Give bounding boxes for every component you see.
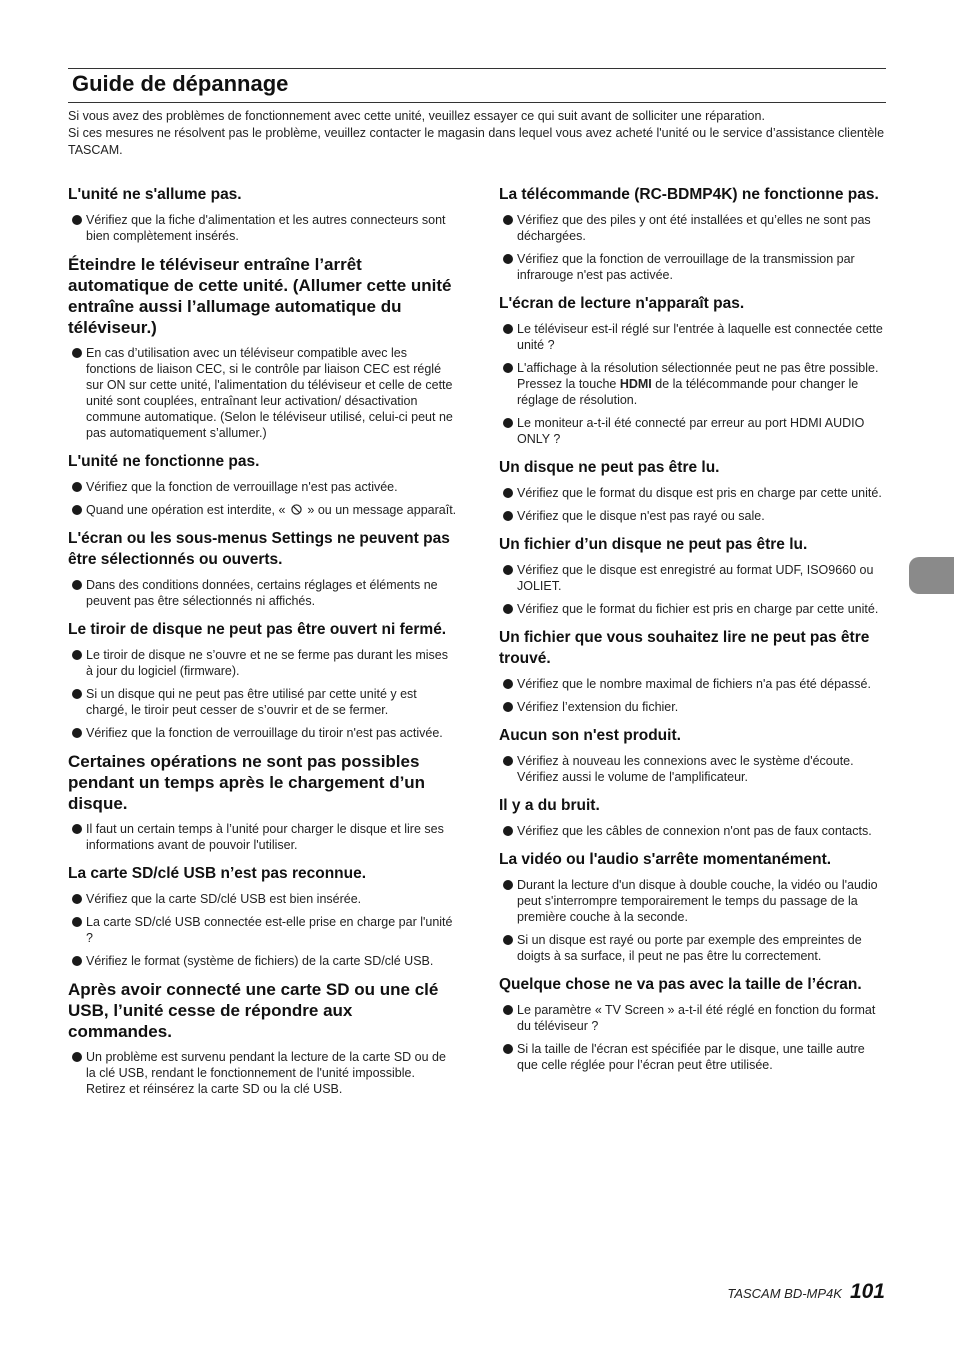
bullet-icon [503, 363, 513, 373]
bullet-list [499, 753, 889, 785]
section-file-not-found [499, 627, 889, 715]
section-heading: Un disque ne peut pas être lu. [499, 459, 720, 476]
bullet-list [68, 647, 458, 741]
bullet-icon [72, 728, 82, 738]
item-text: La carte SD/clé USB connectée est-elle prise en charge par l'unité ? [86, 915, 453, 945]
list-item [499, 251, 889, 283]
list-item [499, 415, 889, 447]
page-title: Guide de dépannage [72, 71, 289, 96]
section-heading: La vidéo ou l'audio s'arrête momentanément. [499, 851, 832, 868]
bullet-list [499, 676, 889, 715]
intro-line-1: Si vous avez des problèmes de fonctionnement avec cette unité, veuillez essayer ce qui suit avant de solliciter une réparation. [68, 109, 765, 123]
list-item [68, 345, 458, 441]
section-no-playback-screen [499, 293, 889, 447]
section-heading: Un fichier que vous souhaitez lire ne peut pas être trouvé. [499, 629, 870, 667]
item-text: Vérifiez à nouveau les connexions avec le système d'écoute. Vérifiez aussi le volume de l'amplificateur. [517, 754, 854, 784]
list-item [499, 823, 889, 839]
list-item [499, 212, 889, 244]
item-text: Vérifiez que les câbles de connexion n'ont pas de faux contacts. [517, 824, 872, 838]
item-text: Vérifiez le format (système de fichiers) de la carte SD/clé USB. [86, 954, 434, 968]
item-text: Vérifiez que le format du fichier est pris en charge par cette unité. [517, 602, 879, 616]
section-no-sound [499, 725, 889, 785]
list-item [68, 914, 458, 946]
bullet-icon [72, 1052, 82, 1062]
section-heading: L'écran de lecture n'apparaît pas. [499, 295, 745, 312]
bullet-list [499, 212, 889, 283]
item-text: Il faut un certain temps à l’unité pour charger le disque et lire ses informations avant de pouvoir l'utiliser. [86, 822, 444, 852]
bullet-icon [72, 348, 82, 358]
bullet-icon [503, 324, 513, 334]
title-bar [68, 68, 886, 103]
list-item [68, 212, 458, 244]
section-unit-no-power [68, 184, 458, 244]
item-text: Le téléviseur est-il réglé sur l'entrée à laquelle est connectée cette unité ? [517, 322, 883, 352]
item-text: Si la taille de l'écran est spécifiée par le disque, une taille autre que celle réglée pour l’écran peut être utilisée. [517, 1042, 865, 1072]
bullet-icon [503, 565, 513, 575]
bullet-icon [72, 917, 82, 927]
item-text: Vérifiez que le disque n'est pas rayé ou sale. [517, 509, 765, 523]
section-heading: Après avoir connecté une carte SD ou une clé USB, l’unité cesse de répondre aux commandes. [68, 980, 439, 1041]
section-sd-usb-unresponsive [68, 979, 458, 1097]
intro-line-2: Si ces mesures ne résolvent pas le problème, veuillez contacter le magasin dans lequel vous avez acheté l'unité ou le service d’assistance clientèle TASCAM. [68, 126, 885, 157]
list-item [68, 686, 458, 718]
bullet-list [68, 1049, 458, 1097]
list-item [499, 485, 889, 501]
list-item [68, 577, 458, 609]
section-heading: Éteindre le téléviseur entraîne l’arrêt automatique de cette unité. (Allumer cette unité entraîne aussi l’allumage automatique du téléviseur.) [68, 255, 452, 337]
list-item [68, 953, 458, 969]
section-heading: L'écran ou les sous-menus Settings ne peuvent pas être sélectionnés ou ouverts. [68, 530, 450, 568]
prohibited-icon [291, 504, 302, 515]
item-text: Un problème est survenu pendant la lecture de la carte SD ou de la clé USB, rendant le fonctionnement de l'unité impossible. Retirez et réinsérez la carte SD ou la clé USB. [86, 1050, 446, 1096]
bullet-list [499, 1002, 889, 1073]
hdmi-key-label: HDMI [619, 377, 652, 391]
item-text-before: Quand une opération est interdite, « [86, 503, 286, 517]
bullet-list [499, 485, 889, 524]
bullet-icon [503, 254, 513, 264]
list-item [499, 601, 889, 617]
bullet-icon [503, 511, 513, 521]
bullet-icon [503, 756, 513, 766]
page-footer [727, 1280, 885, 1304]
section-heading: La télécommande (RC-BDMP4K) ne fonctionne pas. [499, 186, 879, 203]
bullet-icon [503, 488, 513, 498]
item-text: Dans des conditions données, certains réglages et éléments ne peuvent pas être sélectionnés ni affichés. [86, 578, 438, 608]
intro [68, 108, 886, 159]
list-item [68, 647, 458, 679]
section-heading: L'unité ne s'allume pas. [68, 186, 242, 203]
bullet-list [68, 479, 458, 518]
list-item [68, 821, 458, 853]
bullet-icon [503, 418, 513, 428]
bullet-icon [503, 679, 513, 689]
section-screen-size [499, 974, 889, 1073]
section-heading: La carte SD/clé USB n’est pas reconnue. [68, 865, 367, 882]
section-unit-not-working [68, 451, 458, 518]
item-text: Vérifiez que la fiche d'alimentation et les autres connecteurs sont bien complètement insérés. [86, 213, 446, 243]
list-item [499, 932, 889, 964]
list-item [68, 891, 458, 907]
section-heading: Il y a du bruit. [499, 797, 600, 814]
item-text: Vérifiez que le nombre maximal de fichiers n'a pas été dépassé. [517, 677, 871, 691]
bullet-icon [503, 880, 513, 890]
bullet-list [68, 821, 458, 853]
section-heading: Aucun son n'est produit. [499, 727, 681, 744]
item-text: Le moniteur a-t-il été connecté par erreur au port HDMI AUDIO ONLY ? [517, 416, 865, 446]
bullet-list [68, 345, 458, 441]
section-remote-control [499, 184, 889, 283]
list-item [499, 877, 889, 925]
list-item [68, 479, 458, 495]
section-disc-tray [68, 619, 458, 741]
item-text: Durant la lecture d'un disque à double couche, la vidéo ou l'audio peut s'interrompre temporairement le temps du passage de la première couche à la seconde. [517, 878, 878, 924]
list-item [499, 1041, 889, 1073]
item-text: Vérifiez que des piles y ont été installées et qu’elles ne sont pas déchargées. [517, 213, 871, 243]
bullet-list [499, 562, 889, 617]
left-column [68, 184, 458, 1104]
bullet-list [499, 321, 889, 447]
list-item [499, 699, 889, 715]
item-text: Le paramètre « TV Screen » a-t-il été réglé en fonction du format du téléviseur ? [517, 1003, 876, 1033]
item-text: Vérifiez que la fonction de verrouillage de la transmission par infrarouge n'est pas activée. [517, 252, 855, 282]
bullet-icon [72, 894, 82, 904]
bullet-list [68, 212, 458, 244]
bullet-icon [503, 1005, 513, 1015]
bullet-icon [72, 956, 82, 966]
bullet-icon [72, 505, 82, 515]
bullet-icon [72, 482, 82, 492]
bullet-icon [72, 689, 82, 699]
list-item [499, 753, 889, 785]
item-text: Vérifiez que le format du disque est pris en charge par cette unité. [517, 486, 882, 500]
list-item [68, 1049, 458, 1097]
item-text-before: L'affichage à la résolution sélectionnée peut ne pas être possible. Pressez la touche [517, 361, 879, 391]
section-heading: Certaines opérations ne sont pas possibles pendant un temps après le chargement d’un disque. [68, 752, 426, 813]
bullet-list [68, 577, 458, 609]
list-item [499, 360, 889, 408]
section-heading: Le tiroir de disque ne peut pas être ouvert ni fermé. [68, 621, 447, 638]
footer-model-name: TASCAM BD-MP4K [727, 1286, 842, 1301]
section-cec-link [68, 254, 458, 441]
bullet-icon [503, 702, 513, 712]
item-text-after: de la télécommande pour changer le réglage de résolution. [517, 377, 859, 407]
section-av-interruption [499, 849, 889, 964]
item-text: Le tiroir de disque ne s’ouvre et ne se ferme pas durant les mises à jour du logiciel (firmware). [86, 648, 448, 678]
item-text: Si un disque qui ne peut pas être utilisé par cette unité y est chargé, le tiroir peut cesser de s’ouvrir et de se fermer. [86, 687, 417, 717]
bullet-icon [503, 604, 513, 614]
section-heading: L'unité ne fonctionne pas. [68, 453, 260, 470]
section-disc-unreadable [499, 457, 889, 524]
bullet-list [499, 877, 889, 964]
bullet-icon [503, 1044, 513, 1054]
section-noise [499, 795, 889, 839]
item-text: Vérifiez que le disque est enregistré au format UDF, ISO9660 ou JOLIET. [517, 563, 874, 593]
item-text: Vérifiez que la carte SD/clé USB est bien insérée. [86, 892, 362, 906]
bullet-list [68, 891, 458, 969]
section-heading: Un fichier d’un disque ne peut pas être lu. [499, 536, 808, 553]
bullet-icon [72, 580, 82, 590]
list-item [499, 321, 889, 353]
list-item [68, 725, 458, 741]
item-text: Si un disque est rayé ou porte par exemple des empreintes de doigts à sa surface, il peut ne pas être lu correctement. [517, 933, 862, 963]
item-text: En cas d’utilisation avec un téléviseur compatible avec les fonctions de liaison CEC, si le contrôle par liaison CEC est réglé sur ON sur cette unité, l'alimentation du téléviseur et celle de cette unité sont couplées, entraînant leur activation/ désactivation commune automatique. (Selon le téléviseur utilisé, celui-ci peut ne pas automatiquement s’allumer.) [86, 346, 453, 440]
list-item [499, 1002, 889, 1034]
bullet-icon [503, 215, 513, 225]
bullet-list [499, 823, 889, 839]
section-file-unreadable [499, 534, 889, 617]
section-sd-usb-not-recognized [68, 863, 458, 969]
chapter-side-tab [909, 557, 954, 594]
list-item [68, 502, 458, 518]
bullet-icon [503, 826, 513, 836]
right-column [499, 184, 889, 1080]
item-text: Vérifiez que la fonction de verrouillage n'est pas activée. [86, 480, 398, 494]
item-text-after: » ou un message apparaît. [307, 503, 457, 517]
item-text: Vérifiez l’extension du fichier. [517, 700, 679, 714]
section-settings-menu [68, 528, 458, 609]
list-item [499, 562, 889, 594]
section-after-disc-load [68, 751, 458, 853]
item-text: Vérifiez que la fonction de verrouillage du tiroir n'est pas activée. [86, 726, 443, 740]
bullet-icon [72, 215, 82, 225]
bullet-icon [72, 650, 82, 660]
list-item [499, 676, 889, 692]
section-heading: Quelque chose ne va pas avec la taille de l’écran. [499, 976, 862, 993]
bullet-icon [503, 935, 513, 945]
page-number: 101 [849, 1280, 885, 1303]
list-item [499, 508, 889, 524]
bullet-icon [72, 824, 82, 834]
